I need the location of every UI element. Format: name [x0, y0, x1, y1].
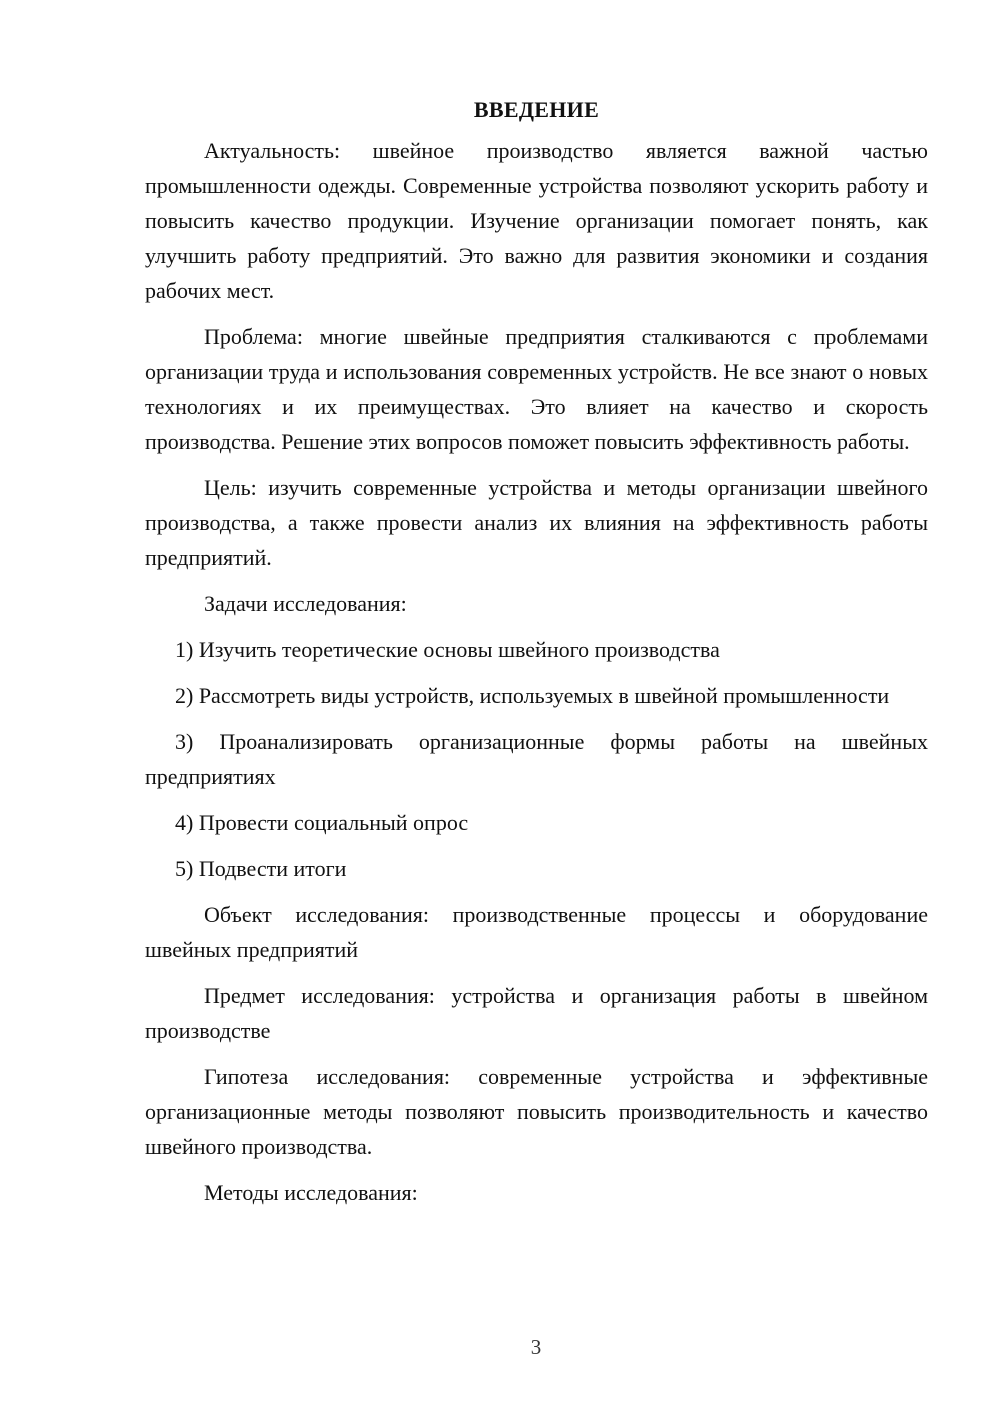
object-paragraph: Объект исследования: производственные процессы и оборудование швейных предприятий — [145, 902, 928, 962]
page-content — [145, 92, 928, 1221]
methods-heading: Методы исследования: — [204, 1180, 418, 1205]
task-item-1: 1) Изучить теоретические основы швейного производства — [175, 637, 720, 662]
task-item-5: 5) Подвести итоги — [175, 856, 347, 881]
page-number: 3 — [530, 1335, 542, 1359]
task-item-4: 4) Провести социальный опрос — [175, 810, 469, 835]
task-item-2: 2) Рассмотреть виды устройств, используемых в швейной промышленности — [175, 683, 890, 708]
tasks-heading: Задачи исследования: — [204, 591, 407, 616]
relevance-paragraph: Актуальность: швейное производство является важной частью промышленности одежды. Современные устройства позволяют ускорить работу и повысить качество продукции. Изучение организации помогает понять, как улучшить работу предприятий. Это важно для развития экономики и создания рабочих мест. — [145, 138, 928, 303]
problem-paragraph: Проблема: многие швейные предприятия сталкиваются с проблемами организации труда и использования современных устройств. Не все знают о новых технологиях и их преимуществах. Это влияет на качество и скорость производства. Решение этих вопросов поможет повысить эффективность работы. — [145, 324, 928, 454]
subject-paragraph: Предмет исследования: устройства и организация работы в швейном производстве — [145, 983, 928, 1043]
goal-paragraph: Цель: изучить современные устройства и методы организации швейного производства, а также провести анализ их влияния на эффективность работы предприятий. — [145, 475, 928, 570]
section-heading: ВВЕДЕНИЕ — [473, 97, 600, 122]
task-item-3: 3) Проанализировать организационные формы работы на швейных предприятиях — [145, 729, 928, 789]
hypothesis-paragraph: Гипотеза исследования: современные устройства и эффективные организационные методы позволяют повысить производительность и качество швейного производства. — [145, 1064, 928, 1159]
